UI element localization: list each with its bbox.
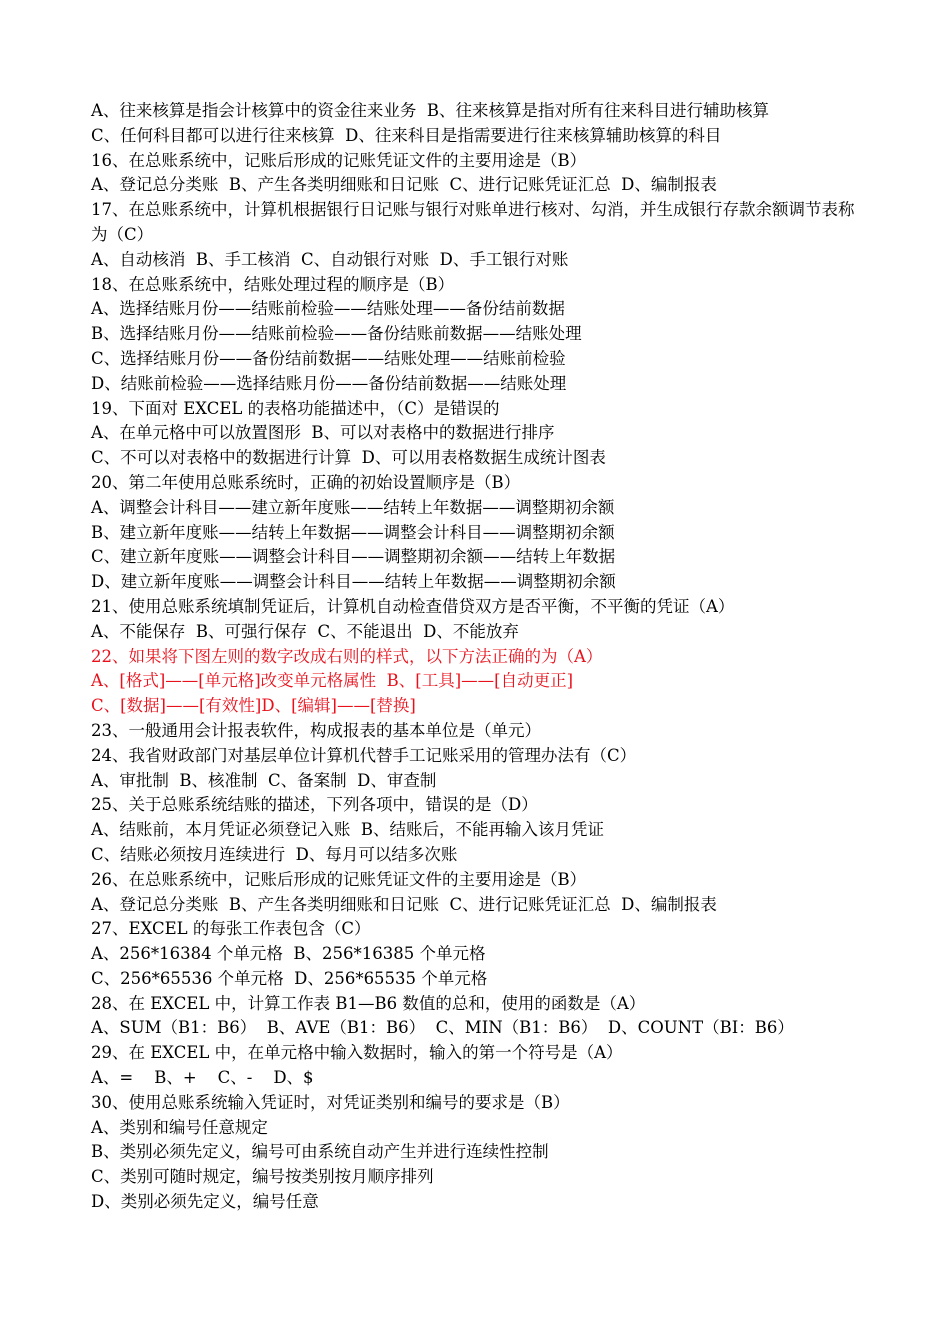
text-line: A、结账前，本月凭证必须登记入账 B、结账后，不能再输入该月凭证 [91,820,605,840]
question-30: 30、使用总账系统输入凭证时，对凭证类别和编号的要求是（B） [91,1092,570,1112]
question-16: 16、在总账系统中，记账后形成的记账凭证文件的主要用途是（B） [91,150,587,170]
text-line-highlighted: A、[格式]——[单元格]改变单元格属性 B、[工具]——[自动更正] [91,671,574,691]
text-line: C、结账必须按月连续进行 D、每月可以结多次账 [91,844,458,864]
text-line: C、256*65536 个单元格 D、256*65535 个单元格 [91,968,488,988]
question-19: 19、下面对 EXCEL 的表格功能描述中，（C）是错误的 [91,398,500,418]
text-line-highlighted: C、[数据]——[有效性]D、[编辑]——[替换] [91,696,416,716]
text-line: C、不可以对表格中的数据进行计算 D、可以用表格数据生成统计图表 [91,448,606,468]
question-18: 18、在总账系统中，结账处理过程的顺序是（B） [91,274,455,294]
text-line: A、往来核算是指会计核算中的资金往来业务 B、往来核算是指对所有往来科目进行辅助核算 [91,101,770,120]
text-line: A、选择结账月份——结账前检验——结账处理——备份结前数据 [91,299,565,319]
text-line: A、审批制 B、核准制 C、备案制 D、审查制 [91,770,437,790]
text-line: A、SUM（B1：B6） B、AVE（B1：B6） C、MIN（B1：B6） D、COUNT（BI：B6） [91,1018,794,1038]
text-line: A、自动核消 B、手工核消 C、自动银行对账 D、手工银行对账 [91,249,569,269]
question-17: 17、在总账系统中，计算机根据银行日记账与银行对账单进行核对、勾消，并生成银行存款余额调节表称为（C） [91,200,855,244]
text-line: B、选择结账月份——结账前检验——备份结账前数据——结账处理 [91,324,582,344]
question-27: 27、EXCEL 的每张工作表包含（C） [91,919,371,939]
question-20: 20、第二年使用总账系统时，正确的初始设置顺序是（B） [91,472,521,492]
question-22: 22、如果将下图左则的数字改成右则的样式，以下方法正确的为（A） [91,646,603,666]
question-21: 21、使用总账系统填制凭证后，计算机自动检查借贷双方是否平衡，不平衡的凭证（A） [91,596,735,616]
text-line: C、类别可随时规定，编号按类别按月顺序排列 [91,1167,434,1187]
document-page [91,99,866,1215]
text-line: C、任何科目都可以进行往来核算 D、往来科目是指需要进行往来核算辅助核算的科目 [91,125,722,145]
text-line: D、建立新年度账——调整会计科目——结转上年数据——调整期初余额 [91,572,616,592]
text-line: A、调整会计科目——建立新年度账——结转上年数据——调整期初余额 [91,497,615,517]
question-29: 29、在 EXCEL 中，在单元格中输入数据时，输入的第一个符号是（A） [91,1043,623,1063]
question-26: 26、在总账系统中，记账后形成的记账凭证文件的主要用途是（B） [91,869,587,889]
text-line: B、类别必须先定义，编号可由系统自动产生并进行连续性控制 [91,1142,549,1162]
text-line: B、建立新年度账——结转上年数据——调整会计科目——调整期初余额 [91,522,615,542]
text-line: C、建立新年度账——调整会计科目——调整期初余额——结转上年数据 [91,547,616,567]
text-line: A、登记总分类账 B、产生各类明细账和日记账 C、进行记账凭证汇总 D、编制报表 [91,175,717,195]
text-line: A、不能保存 B、可强行保存 C、不能退出 D、不能放弃 [91,621,519,641]
question-28: 28、在 EXCEL 中，计算工作表 B1—B6 数值的总和，使用的函数是（A） [91,993,646,1013]
question-24: 24、我省财政部门对基层单位计算机代替手工记账采用的管理办法有（C） [91,745,637,765]
text-line: D、结账前检验——选择结账月份——备份结前数据——结账处理 [91,373,567,393]
question-25: 25、关于总账系统结账的描述，下列各项中，错误的是（D） [91,795,538,815]
text-line: A、类别和编号任意规定 [91,1117,268,1137]
text-line: A、登记总分类账 B、产生各类明细账和日记账 C、进行记账凭证汇总 D、编制报表 [91,894,717,914]
text-line: A、= B、+ C、- D、$ [91,1068,314,1088]
text-line: C、选择结账月份——备份结前数据——结账处理——结账前检验 [91,348,566,368]
text-line: D、类别必须先定义，编号任意 [91,1192,319,1212]
text-line: A、256*16384 个单元格 B、256*16385 个单元格 [91,944,486,964]
text-line: A、在单元格中可以放置图形 B、可以对表格中的数据进行排序 [91,423,555,443]
question-23: 23、一般通用会计报表软件，构成报表的基本单位是（单元） [91,720,541,740]
